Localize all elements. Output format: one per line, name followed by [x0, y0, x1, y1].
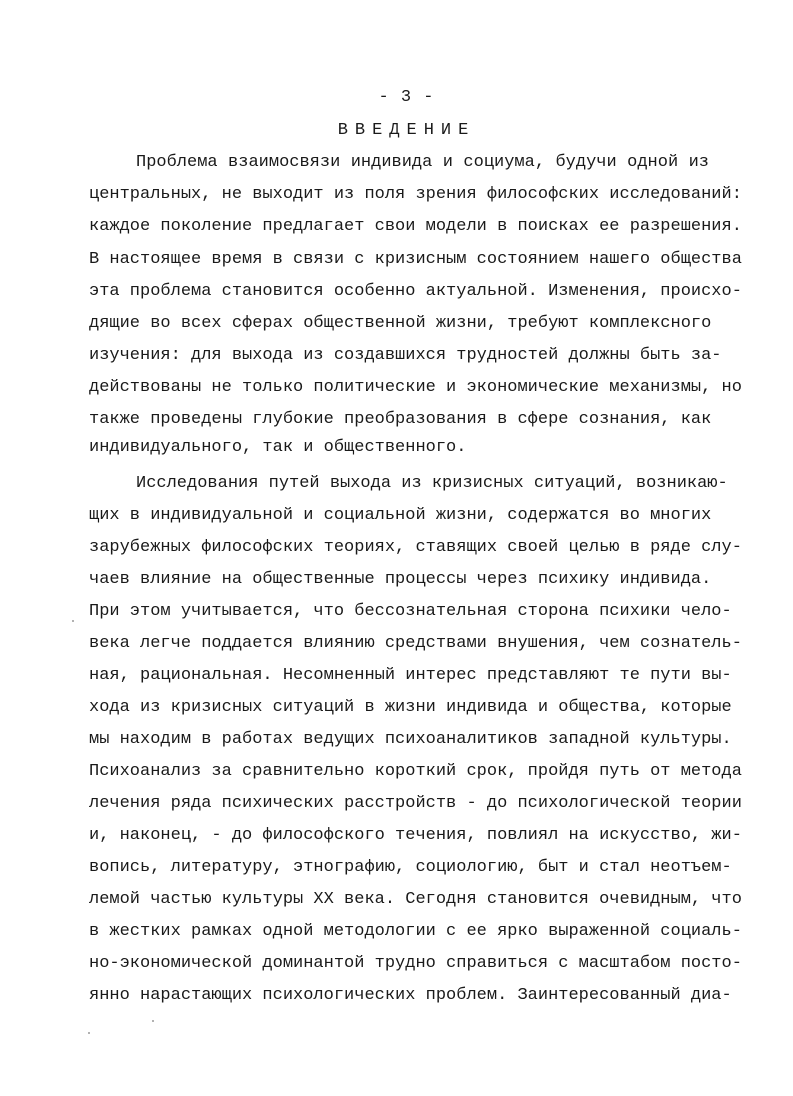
- text-line: действованы не только политические и экономические механизмы, но: [89, 378, 742, 397]
- text-line: века легче поддается влиянию средствами внушения, чем сознатель-: [89, 634, 742, 653]
- text-line: хода из кризисных ситуаций в жизни индивида и общества, которые: [89, 698, 732, 717]
- text-line: лемой частью культуры XX века. Сегодня становится очевидным, что: [89, 890, 742, 909]
- text-line: индивидуального, так и общественного.: [89, 438, 467, 457]
- text-line: изучения: для выхода из создавшихся трудностей должны быть за-: [89, 346, 722, 365]
- text-line: щих в индивидуальной и социальной жизни, содержатся во многих: [89, 506, 712, 525]
- page-title: ВВЕДЕНИЕ: [337, 121, 476, 140]
- text-line: лечения ряда психических расстройств - до психологической теории: [89, 794, 742, 813]
- text-line: но-экономической доминантой трудно справиться с масштабом посто-: [89, 954, 742, 973]
- text-line: дящие во всех сферах общественной жизни, требуют комплексного: [89, 314, 712, 333]
- page-number: - 3 -: [378, 88, 435, 107]
- text-line: также проведены глубокие преобразования в сфере сознания, как: [89, 410, 712, 429]
- text-line: янно нарастающих психологических проблем. Заинтересованный диа-: [89, 986, 732, 1005]
- text-line: Проблема взаимосвязи индивида и социума, будучи одной из: [136, 153, 709, 172]
- text-line: центральных, не выходит из поля зрения философских исследований:: [89, 185, 742, 204]
- text-line: каждое поколение предлагает свои модели в поисках ее разрешения.: [89, 217, 742, 236]
- scan-speck: [152, 1020, 154, 1022]
- text-line: мы находим в работах ведущих психоаналитиков западной культуры.: [89, 730, 732, 749]
- text-line: зарубежных философских теориях, ставящих своей целью в ряде слу-: [89, 538, 742, 557]
- text-line: Психоанализ за сравнительно короткий срок, пройдя путь от метода: [89, 762, 742, 781]
- text-line: эта проблема становится особенно актуальной. Изменения, происхо-: [89, 282, 742, 301]
- text-line: чаев влияние на общественные процессы через психику индивида.: [89, 570, 712, 589]
- scan-speck: [72, 620, 74, 622]
- scan-speck: [88, 1032, 90, 1034]
- text-line: в жестких рамках одной методологии с ее ярко выраженной социаль-: [89, 922, 742, 941]
- text-line: вопись, литературу, этнографию, социологию, быт и стал неотъем-: [89, 858, 732, 877]
- text-line: Исследования путей выхода из кризисных ситуаций, возникаю-: [136, 474, 728, 493]
- text-line: В настоящее время в связи с кризисным состоянием нашего общества: [89, 250, 742, 269]
- text-line: и, наконец, - до философского течения, повлиял на искусство, жи-: [89, 826, 742, 845]
- text-line: ная, рациональная. Несомненный интерес представляют те пути вы-: [89, 666, 732, 685]
- text-line: При этом учитывается, что бессознательная сторона психики чело-: [89, 602, 732, 621]
